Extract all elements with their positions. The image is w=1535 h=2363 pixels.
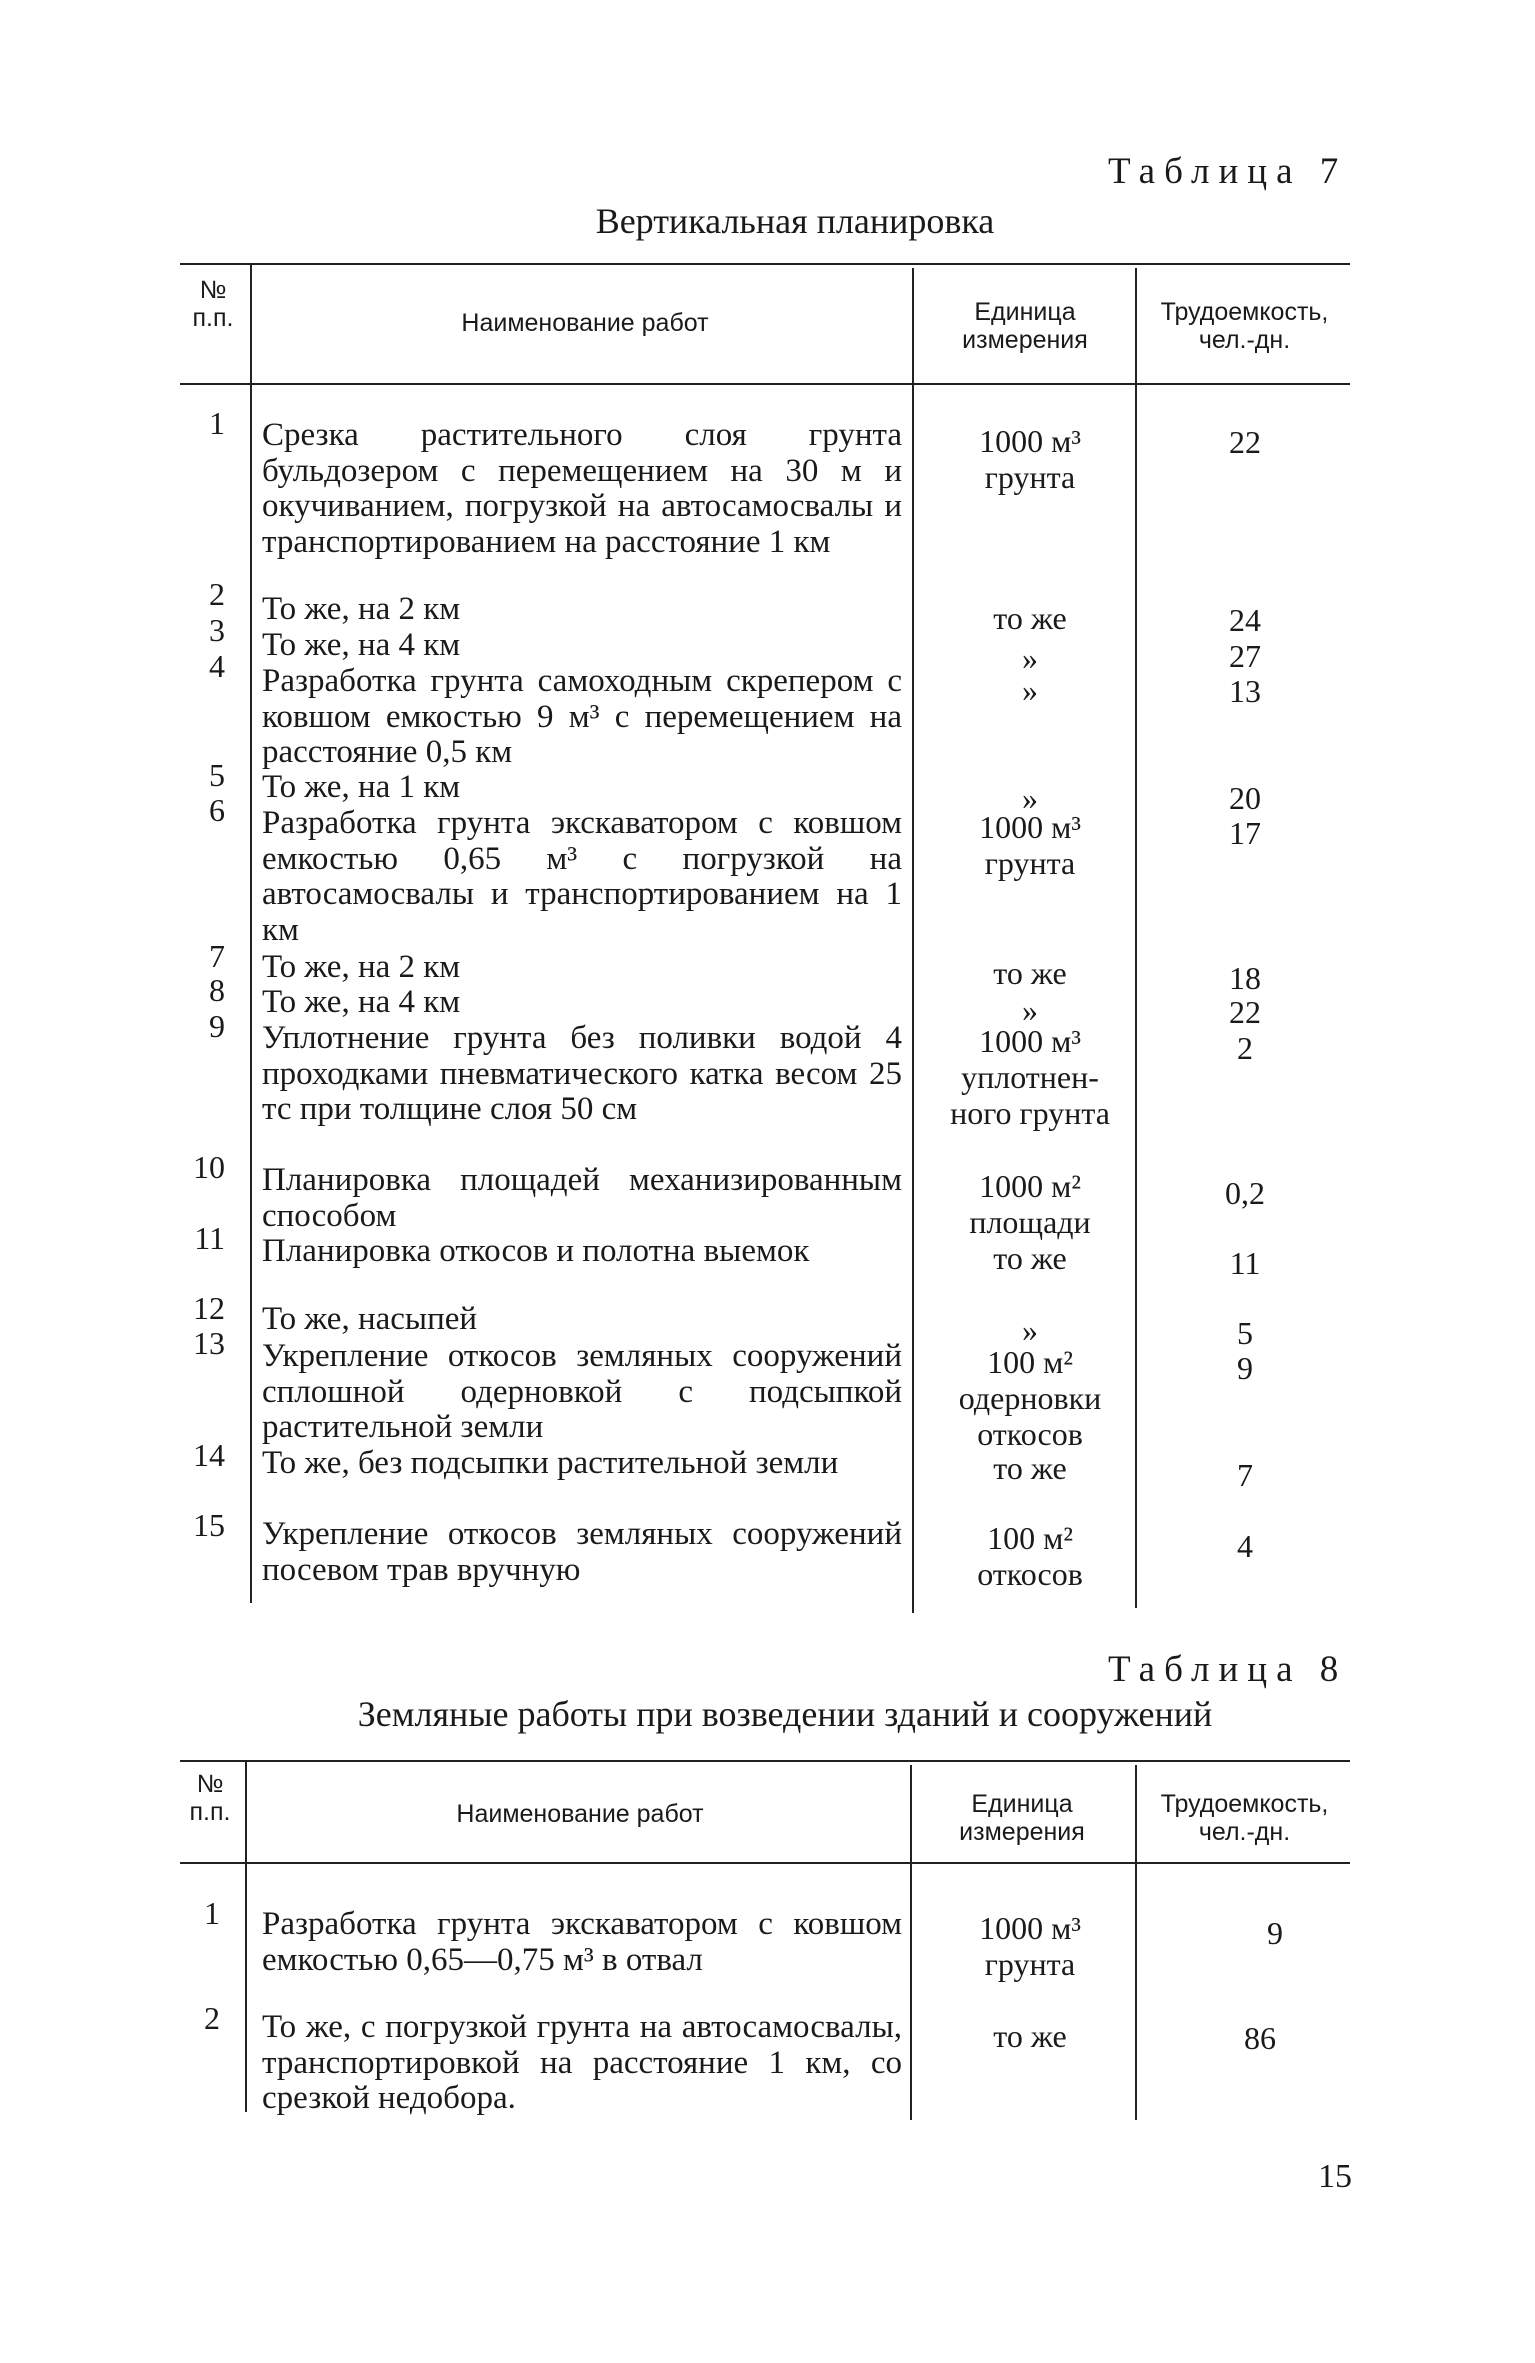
- row-name: Планировка площадей механизированным способом: [262, 1162, 902, 1234]
- table7-header-unit: Единица измерения: [962, 298, 1088, 354]
- row-name: То же, на 4 км: [262, 627, 461, 663]
- row-num: 15: [193, 1507, 225, 1543]
- row-num: 9: [209, 1008, 225, 1044]
- row-unit: то же: [993, 600, 1067, 636]
- row-num: 3: [209, 612, 225, 648]
- row-labor: 5: [1237, 1315, 1253, 1351]
- row-unit: 1000 м³ грунта: [979, 1910, 1081, 1982]
- row-labor: 9: [1237, 1350, 1253, 1386]
- table8-label: Таблица 8: [1108, 1649, 1348, 1690]
- row-unit: »: [1022, 672, 1038, 708]
- table8-header-num: № п.п.: [189, 1770, 231, 1826]
- row-name: Укрепление откосов земляных сооружений посевом трав вручную: [262, 1516, 902, 1588]
- row-num: 11: [194, 1220, 225, 1256]
- row-name: То же, насыпей: [262, 1301, 478, 1337]
- row-name: Разработка грунта экскаватором с ковшом емкостью 0,65 м³ с погрузкой на автосамосвалы и транспортированием на 1 км: [262, 805, 902, 948]
- row-num: 4: [209, 648, 225, 684]
- table8-header-rule: [180, 1862, 1350, 1864]
- row-num: 2: [209, 576, 225, 612]
- row-labor: 7: [1237, 1457, 1253, 1493]
- row-name: То же, с погрузкой грунта на автосамосвалы, транспортировкой на расстояние 1 км, со срезкой недобора.: [262, 2009, 902, 2116]
- table7-header-name: Наименование работ: [461, 309, 709, 337]
- table8-title: Земляные работы при возведении зданий и сооружений: [357, 1694, 1213, 1734]
- row-num: 7: [209, 938, 225, 974]
- row-num: 1: [209, 405, 225, 441]
- table7-col-divider-1: [250, 263, 252, 1603]
- row-labor: 11: [1229, 1245, 1261, 1281]
- table8-header-name: Наименование работ: [456, 1800, 704, 1828]
- table8-header-unit: Единица измерения: [959, 1790, 1085, 1846]
- row-num: 5: [209, 757, 225, 793]
- table7-header-num: № п.п.: [192, 276, 234, 332]
- row-name: То же, на 1 км: [262, 769, 461, 805]
- row-unit: 100 м² одерновки откосов: [958, 1344, 1102, 1452]
- row-labor: 17: [1229, 815, 1261, 851]
- row-name: Срезка растительного слоя грунта бульдозером с перемещением на 30 м и окучиванием, погрузкой на автосамосвалы и транспортированием на расстояние 1 км: [262, 417, 902, 560]
- row-unit: »: [1022, 992, 1038, 1028]
- table7-col-divider-2: [912, 268, 914, 1613]
- row-labor: 24: [1229, 602, 1261, 638]
- row-labor: 86: [1244, 2020, 1276, 2056]
- row-labor: 20: [1229, 780, 1261, 816]
- table7-header-rule: [180, 383, 1350, 385]
- row-unit: 1000 м³ уплотнен- ного грунта: [950, 1023, 1110, 1131]
- row-name: Уплотнение грунта без поливки водой 4 проходками пневматического катка весом 25 тс при толщине слоя 50 см: [262, 1020, 902, 1127]
- row-name: Укрепление откосов земляных сооружений сплошной одерновкой с подсыпкой растительной земли: [262, 1338, 902, 1445]
- row-name: Разработка грунта экскаватором с ковшом емкостью 0,65—0,75 м³ в отвал: [262, 1906, 902, 1978]
- table7-title: Вертикальная планировка: [595, 201, 995, 241]
- row-name: То же, на 4 км: [262, 984, 461, 1020]
- row-labor: 22: [1229, 994, 1261, 1030]
- table7-label: Таблица 7: [1108, 151, 1348, 192]
- row-unit: »: [1022, 640, 1038, 676]
- row-unit: »: [1022, 1312, 1038, 1348]
- row-labor: 27: [1229, 638, 1261, 674]
- row-labor: 2: [1237, 1030, 1253, 1066]
- table8-header-labor: Трудоемкость, чел.-дн.: [1160, 1790, 1329, 1846]
- table8-col-divider-1: [245, 1760, 247, 2112]
- row-num: 10: [193, 1149, 225, 1185]
- row-labor: 9: [1267, 1915, 1283, 1951]
- row-name: То же, на 2 км: [262, 591, 461, 627]
- table7-top-rule: [180, 263, 1350, 265]
- table8-top-rule: [180, 1760, 1350, 1762]
- row-num: 1: [204, 1895, 220, 1931]
- row-unit: то же: [993, 955, 1067, 991]
- row-num: 6: [209, 792, 225, 828]
- row-name: То же, без подсыпки растительной земли: [262, 1445, 839, 1481]
- row-num: 8: [209, 972, 225, 1008]
- row-unit: то же: [993, 1450, 1067, 1486]
- row-unit: 1000 м³ грунта: [979, 809, 1081, 881]
- row-labor: 18: [1229, 960, 1261, 996]
- row-name: Планировка откосов и полотна выемок: [262, 1233, 810, 1269]
- page-number: 15: [1318, 2158, 1352, 2195]
- row-num: 12: [193, 1290, 225, 1326]
- row-unit: 1000 м² площади: [969, 1168, 1091, 1240]
- row-labor: 0,2: [1225, 1175, 1265, 1211]
- row-name: Разработка грунта самоходным скрепером с ковшом емкостью 9 м³ с перемещением на расстояние 0,5 км: [262, 663, 902, 770]
- row-num: 13: [193, 1325, 225, 1361]
- row-unit: то же: [993, 1240, 1067, 1276]
- table7-header-labor: Трудоемкость, чел.-дн.: [1160, 298, 1329, 354]
- row-labor: 13: [1229, 673, 1261, 709]
- row-unit: 1000 м³ грунта: [979, 423, 1081, 495]
- row-labor: 4: [1237, 1528, 1253, 1564]
- row-unit: 100 м² откосов: [977, 1520, 1083, 1592]
- row-labor: 22: [1229, 424, 1261, 460]
- row-unit: то же: [993, 2018, 1067, 2054]
- row-unit: »: [1022, 780, 1038, 816]
- row-num: 2: [204, 2000, 220, 2036]
- row-num: 14: [193, 1437, 225, 1473]
- row-name: То же, на 2 км: [262, 949, 461, 985]
